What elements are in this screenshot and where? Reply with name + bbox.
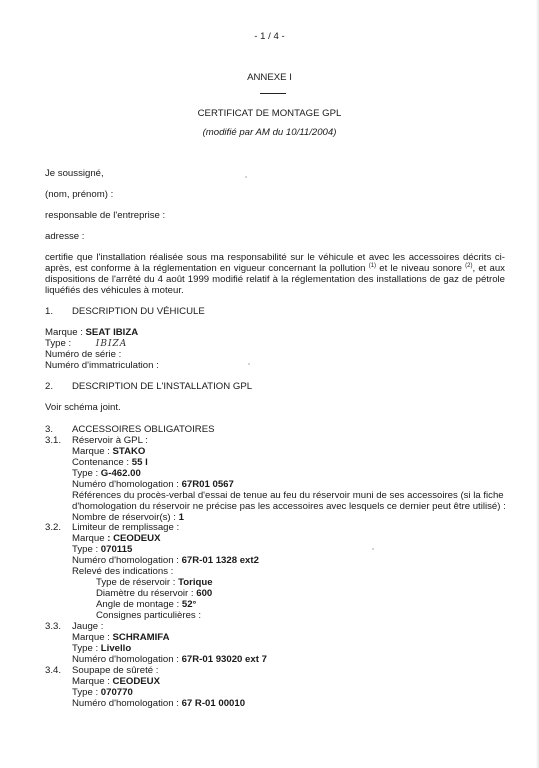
tank-count: Nombre de réservoir(s) : 1 (72, 512, 184, 523)
vehicle-serial: Numéro de série : (45, 349, 122, 360)
certificate-subtitle: (modifié par AM du 10/11/2004) (202, 127, 337, 138)
limiter-type: Type : 070115 (72, 544, 133, 555)
limiter-mount-angle: Angle de montage : 52° (96, 599, 197, 610)
title-underline (260, 93, 286, 94)
limiter-homologation: Numéro d'homologation : 67R-01 1328 ext2 (72, 555, 259, 566)
section-3-3-title: Jauge : (72, 621, 104, 632)
certification-text-part1: certifie que l'installation réalisée sous ma responsabilité sur le véhicule et avec les accessoires décrits ci-après, est conforme à la réglementation en vigueur concernant la pollution (45, 252, 505, 274)
section-2-note: Voir schéma joint. (45, 402, 121, 413)
scan-speck (372, 548, 374, 550)
scan-speck (245, 176, 247, 178)
limiter-marque: Marque : CEODEUX (72, 533, 161, 544)
tank-capacity: Contenance : 55 l (72, 457, 148, 468)
section-3-2-title: Limiteur de remplissage : (72, 522, 180, 533)
declaration-line-soussigne: Je soussigné, (45, 168, 104, 179)
certification-text-part2: et le niveau sonore (376, 263, 466, 274)
valve-marque: Marque : CEODEUX (72, 676, 160, 687)
gauge-type: Type : Livello (72, 643, 132, 654)
declaration-line-adresse: adresse : (45, 231, 85, 242)
section-2-number: 2. (45, 381, 54, 392)
page-number: - 1 / 4 - (254, 31, 285, 42)
section-3-1-number: 3.1. (45, 435, 62, 446)
scan-speck (248, 363, 250, 365)
section-3-number: 3. (45, 424, 54, 435)
footnote-ref-2: (2) (465, 263, 473, 269)
limiter-instructions: Consignes particulières : (96, 610, 202, 621)
vehicle-marque: Marque : SEAT IBIZA (45, 327, 139, 338)
limiter-readings: Relevé des indications : (72, 566, 174, 577)
annex-title: ANNEXE I (247, 72, 292, 83)
vehicle-type-handwritten: IBIZA (95, 339, 128, 349)
tank-homologation: Numéro d'homologation : 67R01 0567 (72, 479, 234, 490)
certification-text-part3: , et aux dispositions de l'arrêté du 4 août 1999 modifié relatif à la réglementation des installations de gaz de pétrole liquéfiés des véhicules à moteur. (45, 263, 505, 296)
section-3-2-number: 3.2. (45, 522, 62, 533)
section-3-3-number: 3.3. (45, 621, 62, 632)
gauge-homologation: Numéro d'homologation : 67R-01 93020 ext 7 (72, 654, 267, 665)
section-3-4-number: 3.4. (45, 665, 62, 676)
section-3-1-title: Réservoir à GPL : (72, 435, 148, 446)
vehicle-type: Type : IBIZA (45, 338, 128, 349)
valve-homologation: Numéro d'homologation : 67 R-01 00010 (72, 698, 246, 709)
section-2-title: DESCRIPTION DE L'INSTALLATION GPL (72, 381, 253, 392)
limiter-tank-type: Type de réservoir : Torique (96, 577, 213, 588)
tank-fire-test-refs-line2: d'homologation du réservoir ne précise pas les accessoires avec lesquels ce dernier peut être utilisé) : (72, 501, 506, 512)
valve-type: Type : 070770 (72, 687, 133, 698)
certification-paragraph (45, 252, 505, 296)
footnote-ref-1: (1) (368, 263, 377, 269)
section-1-number: 1. (45, 306, 54, 317)
section-1-title: DESCRIPTION DU VÉHICULE (72, 306, 205, 317)
section-3-title: ACCESSOIRES OBLIGATOIRES (72, 424, 215, 435)
section-3-4-title: Soupape de sûreté : (72, 665, 159, 676)
declaration-line-nom: (nom, prénom) : (45, 189, 114, 200)
tank-fire-test-refs-line1: Références du procès-verbal d'essai de tenue au feu du réservoir muni de ses accessoires (si la fiche (72, 490, 504, 501)
vehicle-registration: Numéro d'immatriculation : (45, 360, 159, 371)
tank-marque: Marque : STAKO (72, 446, 146, 457)
declaration-line-entreprise: responsable de l'entreprise : (45, 210, 166, 221)
gauge-marque: Marque : SCHRAMIFA (72, 632, 170, 643)
tank-type: Type : G-462.00 (72, 468, 141, 479)
certificate-title: CERTIFICAT DE MONTAGE GPL (197, 108, 342, 119)
limiter-tank-diameter: Diamètre du réservoir : 600 (96, 588, 213, 599)
